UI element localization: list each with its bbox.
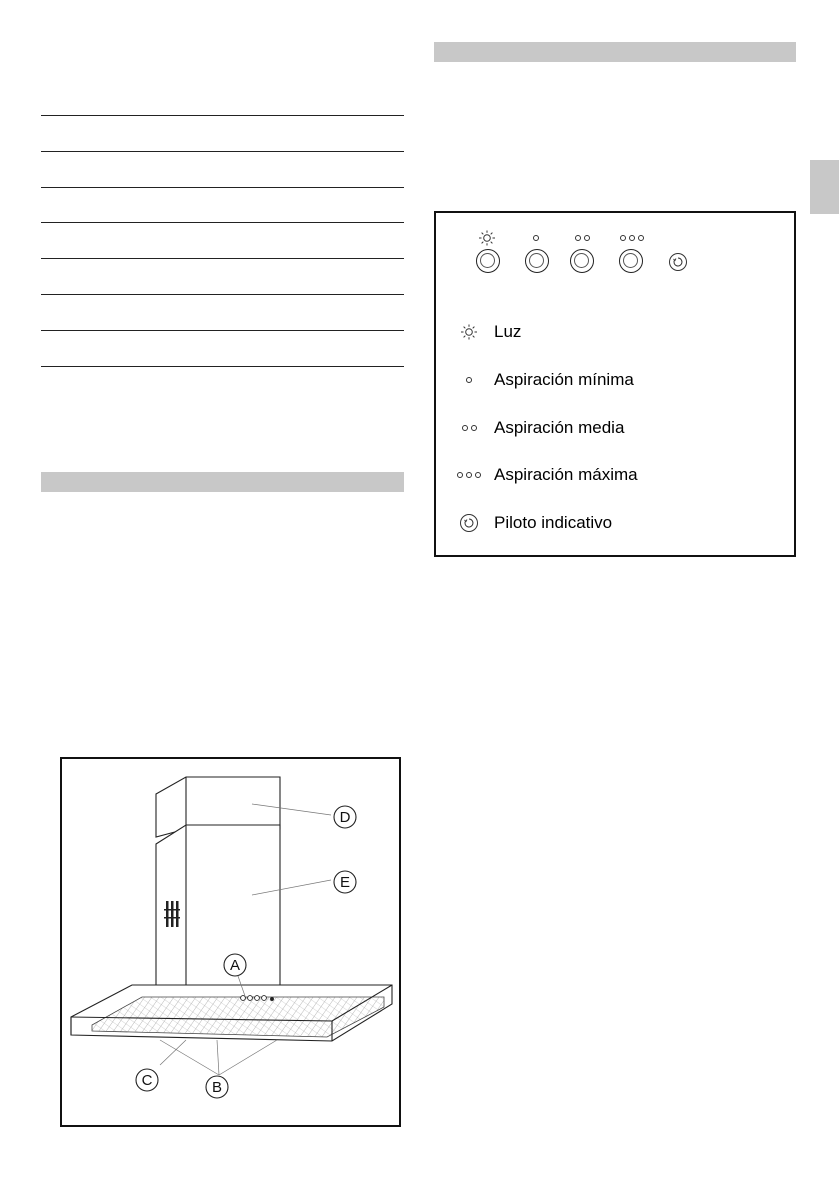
callout-label-d: D [339, 809, 351, 826]
table-rule [41, 115, 404, 116]
vent-slots [164, 901, 180, 927]
hood-canopy [71, 985, 392, 1041]
legend-label: Aspiración mínima [494, 370, 634, 389]
table-rule [41, 222, 404, 223]
table-rule [41, 366, 404, 367]
control-panel-figure [434, 211, 796, 557]
legend-label: Luz [494, 322, 522, 341]
speed-max-icon [454, 465, 484, 485]
speed-min-button[interactable] [525, 249, 549, 273]
speed-min-icon [526, 231, 546, 245]
pilot-light-icon [454, 513, 484, 533]
pilot-light-icon [669, 253, 687, 271]
speed-max-button[interactable] [619, 249, 643, 273]
table-rule [41, 151, 404, 152]
hood-illustration [62, 759, 399, 1125]
table-rule [41, 294, 404, 295]
callout-label-c: C [141, 1072, 153, 1089]
lower-chimney [156, 825, 280, 987]
legend-label: Aspiración media [494, 418, 625, 437]
light-button[interactable] [476, 249, 500, 273]
speed-medium-icon [454, 418, 484, 438]
light-icon [454, 322, 484, 342]
light-icon [476, 231, 498, 245]
section-header-bar [434, 42, 796, 62]
legend-label: Piloto indicativo [494, 513, 613, 532]
table-rule [41, 258, 404, 259]
legend-label: Aspiración máxima [494, 465, 638, 484]
speed-min-icon [454, 370, 484, 390]
table-rule [41, 330, 404, 331]
speed-medium-button[interactable] [570, 249, 594, 273]
table-rule [41, 187, 404, 188]
callout-label-b: B [211, 1079, 223, 1096]
section-header-bar [41, 472, 404, 492]
callout-label-e: E [339, 874, 351, 891]
page-tab [810, 160, 839, 214]
hood-diagram [60, 757, 401, 1127]
callout-label-a: A [229, 957, 241, 974]
speed-medium-icon [570, 231, 594, 245]
speed-max-icon [616, 231, 648, 245]
